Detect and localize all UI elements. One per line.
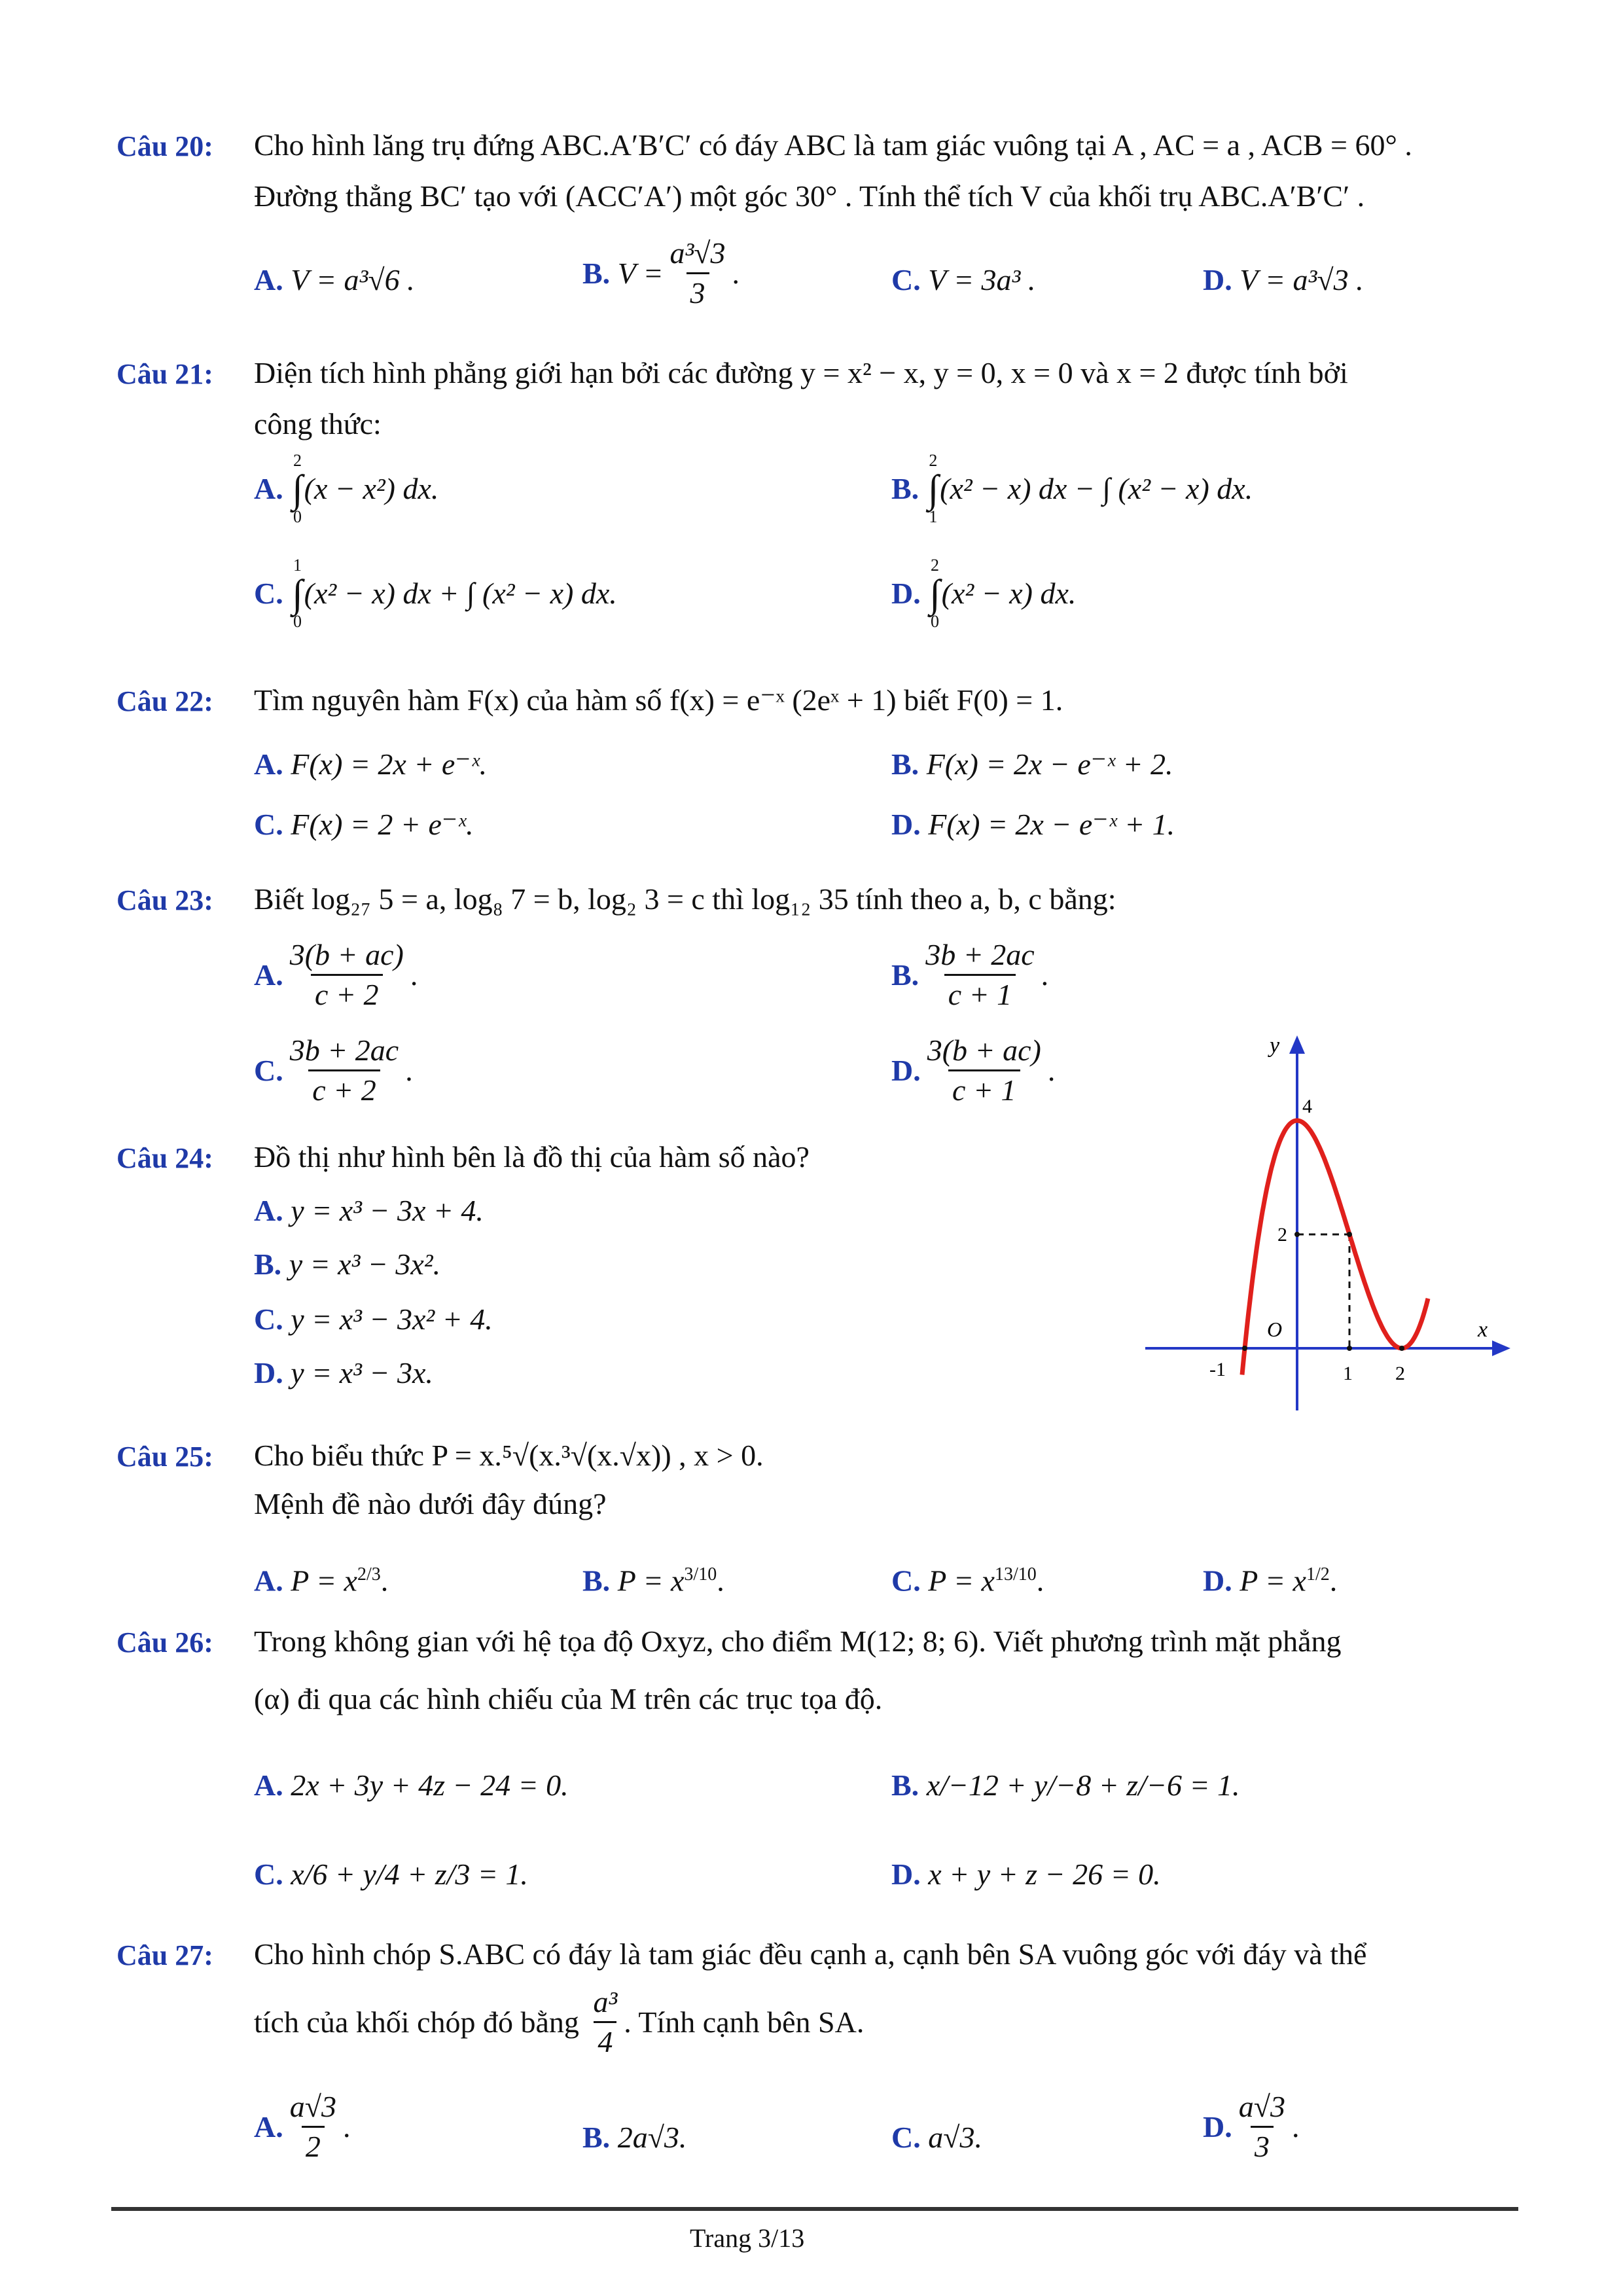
option-key: A.	[254, 263, 283, 296]
option-text: 2x + 3y + 4z − 24 = 0.	[291, 1768, 569, 1802]
q21-option-a[interactable]	[254, 452, 438, 526]
page-number: Trang 3/13	[690, 2223, 805, 2253]
option-text: F(x) = 2 + e⁻ˣ.	[291, 808, 474, 841]
option-key: D.	[891, 577, 921, 610]
fraction-denominator: 2	[302, 2126, 325, 2166]
option-fraction	[286, 936, 408, 1014]
q20-option-b[interactable]	[582, 234, 740, 312]
question-24-line1: Đồ thị như hình bên là đồ thị của hàm số nào?	[254, 1140, 810, 1174]
option-text: V = a³√3 .	[1240, 263, 1364, 296]
option-key: A.	[254, 1564, 283, 1598]
option-key: C.	[891, 2121, 921, 2154]
option-key: D.	[1203, 2109, 1232, 2144]
option-text: y = x³ − 3x.	[291, 1356, 433, 1390]
option-post: .	[1329, 1564, 1338, 1598]
option-fraction	[921, 936, 1038, 1014]
q24-option-d[interactable]	[254, 1355, 433, 1391]
option-key: D.	[891, 1053, 921, 1087]
q23-option-b[interactable]: B. $\frac{3b + 2ac}{c + 1}$ .	[891, 936, 1048, 1014]
line2-before: tích của khối chóp đó bằng	[254, 2005, 579, 2039]
option-text: (x² − x) dx − ∫ (x² − x) dx.	[940, 472, 1253, 505]
q22-option-a[interactable]	[254, 746, 487, 783]
option-exponent: 13/10	[994, 1564, 1037, 1585]
q27-option-a[interactable]: A. $\frac{a√3}{2}$ .	[254, 2088, 350, 2166]
option-fraction	[286, 2088, 340, 2166]
option-key: C.	[254, 577, 283, 610]
option-key: B.	[582, 1564, 611, 1598]
fraction-numerator: 3(b + ac)	[927, 1033, 1041, 1067]
q24-option-a[interactable]	[254, 1193, 484, 1229]
integral-symbol: 2 ∫ 0	[929, 556, 940, 631]
q24-option-c[interactable]	[254, 1301, 493, 1338]
fraction-numerator: a³√3	[669, 236, 726, 270]
option-text: x/6 + y/4 + z/3 = 1.	[291, 1857, 528, 1891]
fraction-denominator: 3	[1251, 2126, 1274, 2166]
integral-symbol: 2 ∫ 1	[927, 451, 939, 526]
option-text: x/−12 + y/−8 + z/−6 = 1.	[926, 1768, 1240, 1802]
option-key: D.	[891, 1857, 921, 1891]
point-1	[1347, 1346, 1352, 1351]
option-key: C.	[891, 263, 921, 296]
question-21-line2: công thức:	[254, 407, 382, 440]
question-26-label: Câu 26:	[116, 1626, 213, 1659]
option-text: (x² − x) dx + ∫ (x² − x) dx.	[304, 577, 617, 610]
q26-option-a[interactable]	[254, 1767, 569, 1804]
point-neg1	[1242, 1346, 1247, 1351]
option-text: F(x) = 2x − e⁻ˣ + 2.	[926, 747, 1173, 781]
option-post: .	[1036, 1564, 1044, 1598]
q26-option-d[interactable]	[891, 1856, 1161, 1893]
q26-option-b[interactable]	[891, 1767, 1240, 1804]
option-base: P = x	[617, 1564, 685, 1598]
option-text: y = x³ − 3x².	[289, 1247, 441, 1281]
option-key: C.	[254, 1053, 283, 1087]
question-22-line1: Tìm nguyên hàm F(x) của hàm số f(x) = e⁻ˣ (2eˣ + 1) biết F(0) = 1.	[254, 683, 1063, 717]
q23-option-d[interactable]: D. $\frac{3(b + ac)}{c + 1}$ .	[891, 1031, 1055, 1109]
x-axis-label: x	[1478, 1318, 1488, 1342]
question-25-label: Câu 25:	[116, 1441, 213, 1473]
q27-option-c[interactable]	[891, 2119, 982, 2156]
question-20-line1: Cho hình lăng trụ đứng ABC.A′B′C′ có đáy ABC là tam giác vuông tại A , AC = a , ACB = 60° .	[254, 128, 1412, 162]
question-21-line1: Diện tích hình phẳng giới hạn bởi các đường y = x² − x, y = 0, x = 0 và x = 2 được tính bởi	[254, 356, 1348, 389]
q27-option-b[interactable]	[582, 2119, 687, 2156]
option-key: B.	[891, 958, 919, 992]
question-27-line2	[254, 1983, 864, 2061]
option-text: x + y + z − 26 = 0.	[928, 1857, 1161, 1891]
q24-option-b[interactable]	[254, 1246, 440, 1283]
q22-option-c[interactable]	[254, 806, 474, 843]
q22-option-d[interactable]	[891, 806, 1175, 843]
option-exponent: 3/10	[684, 1564, 717, 1585]
integral-symbol: 1 ∫ 0	[292, 556, 303, 631]
option-key: D.	[1203, 1564, 1232, 1598]
q20-option-a[interactable]	[254, 262, 415, 298]
option-key: C.	[254, 1302, 283, 1336]
question-24-label: Câu 24:	[116, 1142, 213, 1174]
option-text: 2a√3.	[617, 2121, 687, 2154]
option-text: (x² − x) dx.	[941, 577, 1077, 610]
point-1-2	[1347, 1232, 1352, 1237]
line2-after: . Tính cạnh bên SA.	[624, 2005, 865, 2039]
tick-label-y4: 4	[1302, 1096, 1312, 1117]
option-text: y = x³ − 3x + 4.	[291, 1194, 484, 1227]
tick-label-1: 1	[1343, 1363, 1353, 1384]
fraction-numerator: a√3	[289, 2090, 336, 2123]
q21-option-b[interactable]	[891, 452, 1253, 526]
q20-option-d[interactable]	[1203, 262, 1364, 298]
option-text: (x − x²) dx.	[304, 472, 439, 505]
cubic-function-graph	[1139, 1021, 1518, 1414]
fraction-denominator: c + 2	[311, 974, 382, 1014]
option-text: a√3.	[928, 2121, 982, 2154]
question-23-line1: Biết log₂₇ 5 = a, log₈ 7 = b, log₂ 3 = c thì log₁₂ 35 tính theo a, b, c bằng:	[254, 882, 1116, 916]
fraction-denominator: c + 2	[308, 1069, 380, 1109]
option-base: P = x	[1240, 1564, 1306, 1598]
q23-option-a[interactable]: A. $\frac{3(b + ac)}{c + 2}$ .	[254, 936, 418, 1014]
option-key: B.	[891, 1768, 919, 1802]
option-key: D.	[891, 808, 921, 841]
question-22-label: Câu 22:	[116, 685, 213, 717]
question-25-line2: Mệnh đề nào dưới đây đúng?	[254, 1487, 607, 1520]
option-key: C.	[254, 808, 283, 841]
q21-option-d[interactable]	[891, 556, 1076, 631]
option-key: A.	[254, 1768, 283, 1802]
option-key: A.	[254, 2109, 283, 2144]
question-27-line1: Cho hình chóp S.ABC có đáy là tam giác đều cạnh a, cạnh bên SA vuông góc với đáy và thể	[254, 1937, 1367, 1971]
point-2	[1399, 1346, 1404, 1351]
q25-option-d[interactable]	[1203, 1556, 1337, 1599]
option-key: A.	[254, 958, 283, 992]
fraction-denominator: c + 1	[948, 1069, 1020, 1109]
q27-option-d[interactable]: D. $\frac{a√3}{3}$ .	[1203, 2088, 1299, 2166]
question-25-line1: Cho biểu thức P = x.⁵√(x.³√(x.√x)) , x > 0.	[254, 1439, 764, 1472]
option-key: B.	[582, 256, 611, 290]
question-20-label: Câu 20:	[116, 130, 213, 162]
option-text: F(x) = 2x + e⁻ˣ.	[291, 747, 488, 781]
option-key: A.	[254, 472, 283, 505]
fraction-denominator: 3	[687, 272, 709, 312]
option-key: B.	[891, 472, 919, 505]
tick-label-y2: 2	[1277, 1224, 1287, 1246]
fraction-numerator: a³	[593, 1985, 618, 2018]
q23-option-c[interactable]: C. $\frac{3b + 2ac}{c + 2}$ .	[254, 1031, 413, 1109]
option-key: C.	[254, 1857, 283, 1891]
q25-option-c[interactable]	[891, 1556, 1044, 1599]
option-key: A.	[254, 1194, 283, 1227]
tick-label-2: 2	[1395, 1363, 1405, 1384]
question-20-line2: Đường thẳng BC′ tạo với (ACC′A′) một góc 30° . Tính thể tích V của khối trụ ABC.A′B′C′ .	[254, 179, 1365, 213]
option-text: y = x³ − 3x² + 4.	[291, 1302, 493, 1336]
option-fraction	[923, 1031, 1045, 1109]
q22-option-b[interactable]	[891, 746, 1173, 783]
option-key: D.	[1203, 263, 1232, 296]
option-fraction	[1235, 2088, 1289, 2166]
option-key: B.	[891, 747, 919, 781]
question-23-label: Câu 23:	[116, 884, 213, 916]
fraction-numerator: a√3	[1238, 2090, 1285, 2123]
fraction-numerator: 3b + 2ac	[925, 938, 1035, 971]
option-post: .	[717, 1564, 724, 1598]
option-text: V = 3a³ .	[928, 263, 1036, 296]
x-axis-arrow-icon	[1492, 1340, 1510, 1356]
q25-option-b[interactable]	[582, 1556, 724, 1599]
option-key: C.	[891, 1564, 921, 1598]
option-fraction	[286, 1031, 402, 1109]
fraction-denominator: c + 1	[944, 974, 1016, 1014]
origin-label: O	[1267, 1318, 1283, 1341]
q20-option-c[interactable]	[891, 262, 1035, 298]
point-y2	[1294, 1232, 1300, 1237]
option-exponent: 1/2	[1306, 1564, 1330, 1585]
q26-option-c[interactable]	[254, 1856, 528, 1893]
option-post: .	[732, 256, 740, 290]
question-27-label: Câu 27:	[116, 1939, 213, 1971]
q25-option-a[interactable]	[254, 1556, 388, 1599]
y-axis-arrow-icon	[1289, 1035, 1305, 1054]
option-exponent: 2/3	[357, 1564, 381, 1585]
q21-option-c[interactable]	[254, 556, 617, 631]
question-21-label: Câu 21:	[116, 358, 213, 390]
fraction-denominator: 4	[594, 2021, 616, 2061]
option-key: D.	[254, 1356, 283, 1390]
option-key: B.	[582, 2121, 611, 2154]
fraction-numerator: 3(b + ac)	[289, 938, 404, 971]
integral-symbol: 2 ∫ 0	[292, 451, 303, 526]
question-26-line1: Trong không gian với hệ tọa độ Oxyz, cho điểm M(12; 8; 6). Viết phương trình mặt phẳng	[254, 1624, 1342, 1658]
option-fraction	[666, 234, 730, 312]
tick-label-neg1: -1	[1209, 1359, 1226, 1380]
option-key: A.	[254, 747, 283, 781]
y-axis-label: y	[1270, 1033, 1280, 1058]
option-text: F(x) = 2x − e⁻ˣ + 1.	[928, 808, 1175, 841]
option-base: P = x	[928, 1564, 995, 1598]
footer-divider	[111, 2207, 1518, 2211]
fraction-numerator: 3b + 2ac	[289, 1033, 399, 1067]
volume-fraction	[589, 1983, 621, 2061]
question-26-line2: (α) đi qua các hình chiếu của M trên các trục tọa độ.	[254, 1682, 883, 1715]
option-text: V = a³√6 .	[291, 263, 415, 296]
option-base: P = x	[291, 1564, 357, 1598]
option-pre: V =	[617, 256, 664, 290]
option-post: .	[380, 1564, 389, 1598]
option-key: B.	[254, 1247, 282, 1281]
